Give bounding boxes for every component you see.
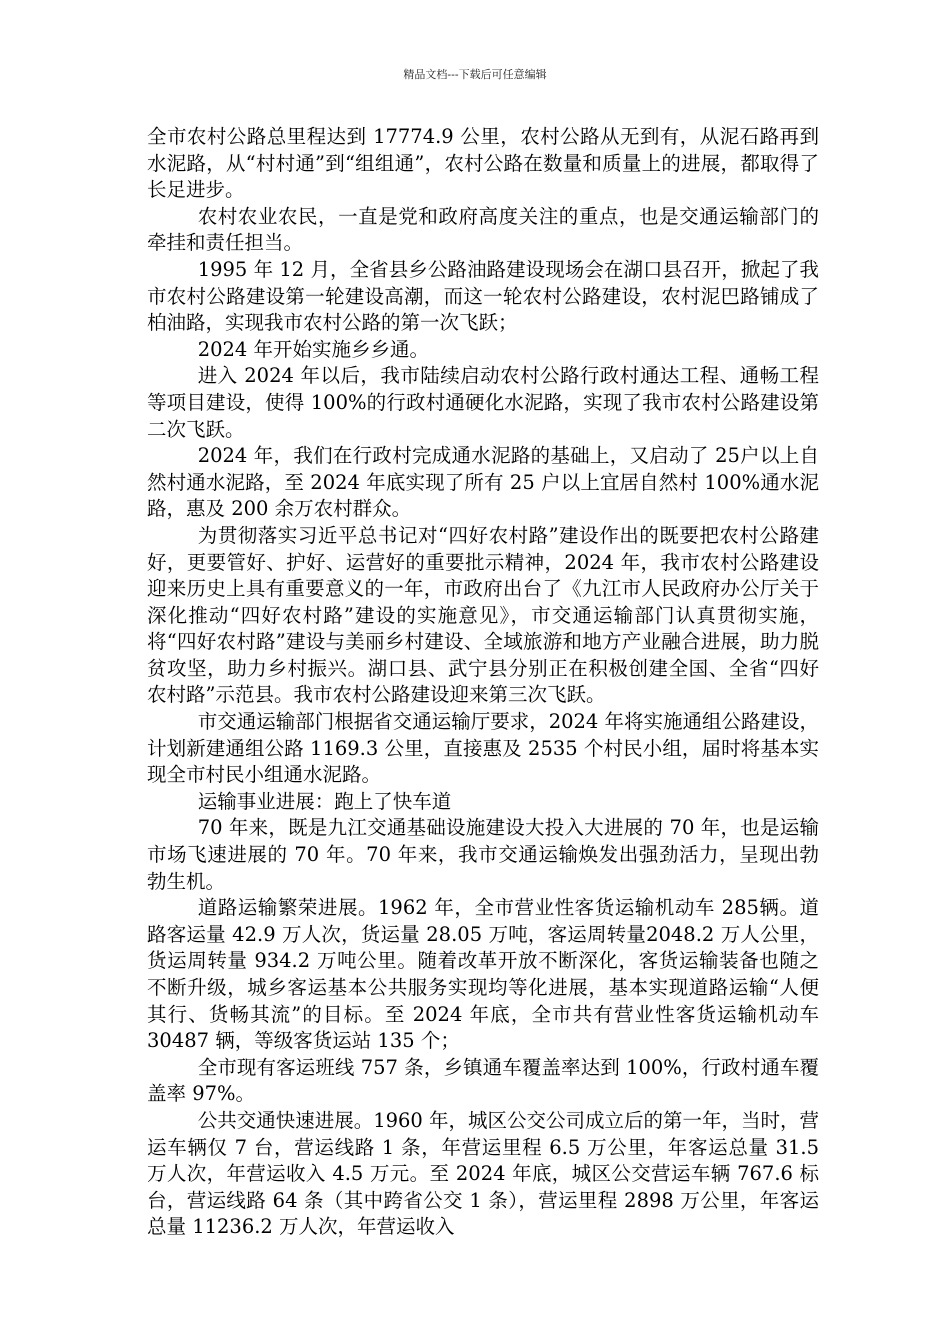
paragraph: 市交通运输部门根据省交通运输厅要求，2024 年将实施通组公路建设，计划新建通组公路 1169.3 公里，直接惠及 2535 个村民小组，届时将基本实现全市村民小组通水泥路。 [147,710,820,787]
paragraph: 为贯彻落实习近平总书记对“四好农村路”建设作出的既要把农村公路建好，更要管好、护好、运营好的重要批示精神，2024 年，我市农村公路建设迎来历史上具有重要意义的一年，市政府出台了《九江市人民政府办公厅关于深化推动“四好农村路”建设的实施意见》，市交通运输部门认真贯彻实施，将“四好农村路”建设与美丽乡村建设、全域旅游和地方产业融合进展，助力脱贫攻坚，助力乡村振兴。湖口县、武宁县分别正在积极创建全国、全省“四好农村路”示范县。我市农村公路建设迎来第三次飞跃。 [147,523,819,707]
paragraph: 1995 年 12 月，全省县乡公路油路建设现场会在湖口县召开，掀起了我市农村公路建设第一轮建设高潮，而这一轮农村公路建设，农村泥巴路铺成了柏油路，实现我市农村公路的第一次飞跃； [147,257,819,335]
paragraph: 公共交通快速进展。1960 年，城区公交公司成立后的第一年，当时，营运车辆仅 7 台，营运线路 1 条，年营运里程 6.5 万公里，年客运总量 31.5 万人次，年营运收入 4.5 万元。至 2024 年底，城区公交营运车辆 767.6 标台，营运线路 64 条（其中跨省公交 1 条），营运里程 2898 万公里，年客运总量 11236.2 万人次，年营运收入 [147,1108,820,1239]
page-header: 精品文档---下载后可任意编辑 [403,68,547,81]
paragraph: 全市现有客运班线 757 条，乡镇通车覆盖率达到 100%，行政村通车覆盖率 97%。 [147,1055,819,1106]
paragraph: 2024 年，我们在行政村完成通水泥路的基础上，又启动了 25户以上自然村通水泥路，至 2024 年底实现了所有 25 户以上宜居自然村 100%通水泥路，惠及 200 余万农村群众。 [147,444,819,521]
paragraph: 70 年来，既是九江交通基础设施建设大投入大进展的 70 年，也是运输市场飞速进展的 70 年。70 年来，我市交通运输焕发出强劲活力，呈现出勃勃生机。 [147,816,819,893]
paragraph: 全市农村公路总里程达到 17774.9 公里，农村公路从无到有，从泥石路再到水泥路，从“村村通”到“组组通”，农村公路在数量和质量上的进展，都取得了长足进步。 [147,125,819,202]
document-body [147,124,819,1241]
paragraph: 农村农业农民，一直是党和政府高度关注的重点，也是交通运输部门的牵挂和责任担当。 [147,204,819,255]
paragraph: 进入 2024 年以后，我市陆续启动农村公路行政村通达工程、通畅工程等项目建设，使得 100%的行政村通硬化水泥路，实现了我市农村公路建设第二次飞跃。 [147,364,819,441]
paragraph: 道路运输繁荣进展。1962 年，全市营业性客货运输机动车 285辆。道路客运量 42.9 万人次，货运量 28.05 万吨，客运周转量2048.2 万人公里，货运周转量 934.2 万吨公里。随着改革开放不断深化，客货运输装备也随之不断升级，城乡客运基本公共服务实现均等化进展，基本实现道路运输“人便其行、货畅其流”的目标。至 2024 年底，全市共有营业性客货运输机动车 30487 辆，等级客货运站 135 个； [147,896,819,1053]
paragraph: 2024 年开始实施乡乡通。 [197,337,430,361]
section-heading: 运输事业进展：跑上了快车道 [197,789,452,813]
